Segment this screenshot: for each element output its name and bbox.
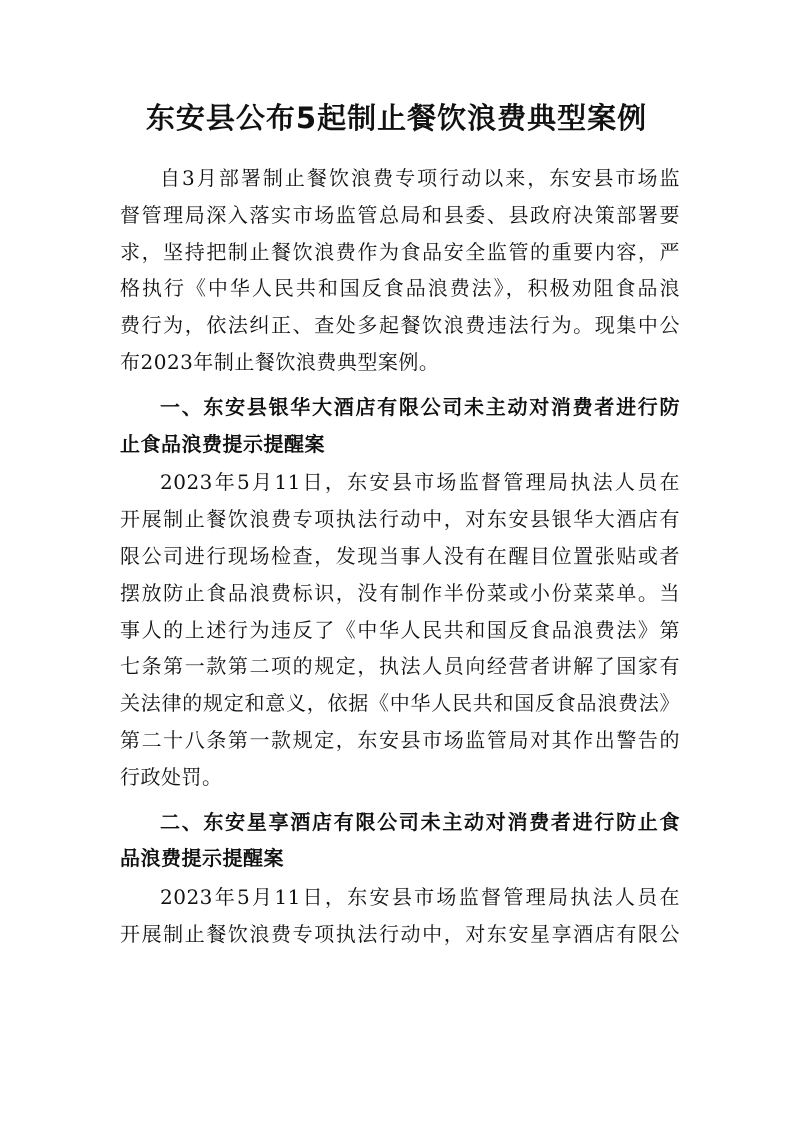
case2-line: 开展制止餐饮浪费专项执法行动中，对东安星享酒店有限公 (120, 921, 680, 946)
case1-line: 限公司进行现场检查，发现当事人没有在醒目位置张贴或者 (120, 543, 680, 568)
case2-heading-line: 品浪费提示提醒案 (120, 846, 284, 871)
case1-line: 开展制止餐饮浪费专项执法行动中，对东安县银华大酒店有 (120, 507, 680, 532)
case1-line: 第二十八条第一款规定，东安县市场监管局对其作出警告的 (120, 727, 680, 752)
document-title: 东安县公布5起制止餐饮浪费典型案例 (145, 101, 648, 135)
intro-line: 布2023年制止餐饮浪费典型案例。 (120, 349, 440, 374)
intro-line: 督管理局深入落实市场监管总局和县委、县政府决策部署要 (120, 202, 680, 227)
case2-heading-line: 二、东安星享酒店有限公司未主动对消费者进行防止食 (160, 809, 680, 834)
case1-line: 事人的上述行为违反了《中华人民共和国反食品浪费法》第 (120, 617, 680, 642)
intro-paragraph (120, 160, 680, 381)
case1-heading (120, 389, 680, 463)
case1-line: 摆放防止食品浪费标识，没有制作半份菜或小份菜菜单。当 (120, 580, 680, 605)
document-body (120, 160, 680, 953)
case2-paragraph (120, 879, 680, 953)
case1-line: 关法律的规定和意义，依据《中华人民共和国反食品浪费法》 (120, 691, 680, 716)
case2-heading (120, 804, 680, 878)
case1-line: 行政处罚。 (120, 764, 223, 789)
intro-line: 格执行《中华人民共和国反食品浪费法》，积极劝阻食品浪 (120, 276, 680, 301)
case1-line: 2023年5月11日，东安县市场监督管理局执法人员在 (160, 470, 680, 495)
intro-line: 费行为，依法纠正、查处多起餐饮浪费违法行为。现集中公 (120, 313, 680, 338)
intro-line: 自3月部署制止餐饮浪费专项行动以来，东安县市场监 (160, 166, 680, 190)
case1-heading-line: 止食品浪费提示提醒案 (120, 431, 325, 456)
case1-paragraph (120, 464, 680, 795)
case2-line: 2023年5月11日，东安县市场监督管理局执法人员在 (160, 885, 680, 910)
intro-line: 求，坚持把制止餐饮浪费作为食品安全监管的重要内容，严 (120, 239, 680, 264)
case1-line: 七条第一款第二项的规定，执法人员向经营者讲解了国家有 (120, 654, 680, 679)
case1-heading-line: 一、东安县银华大酒店有限公司未主动对消费者进行防 (160, 394, 680, 419)
